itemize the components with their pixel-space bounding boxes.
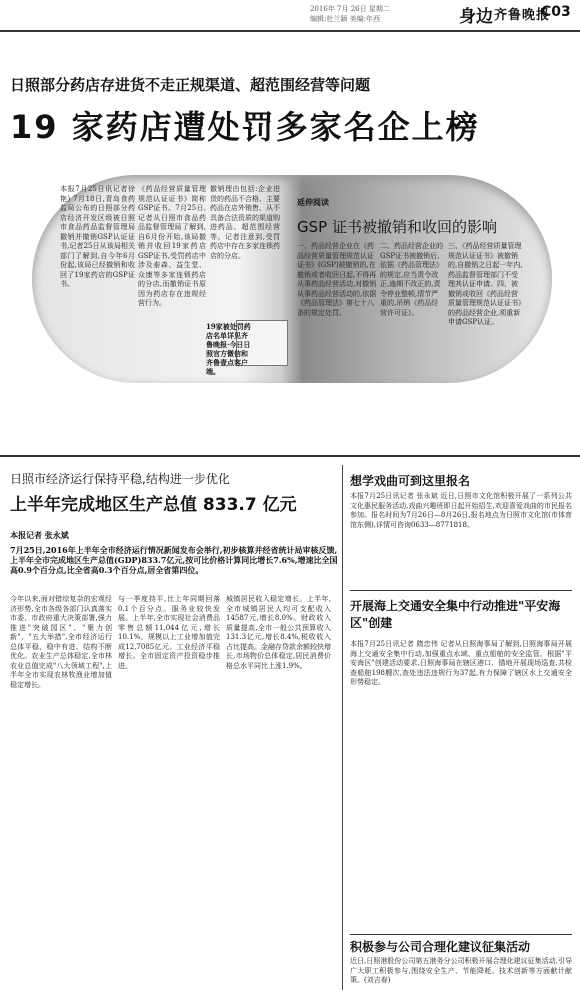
gdp-column-2: 与一季度持平,比上年同期回落0.1个百分点。服务业较快发展。上半年,全市实现社会消费品零售总额11,044亿元,增长10.1%。规模以上工业增加值完成12,7085亿元。工业经济平稳增长。全市固定资产投资稳步推进。 [118, 595, 220, 670]
gdp-column-1: 今年以来,面对错综复杂的宏观经济形势,全市各级各部门认真落实市委、市政府重大决策部署,强力推进"突破园区"、"聚力创新"、"五大举措",全市经济运行总体平稳、稳中有进、结构不断优化。农业生产总体稳定,全市林农业总值完成"八大领域工程",上半年全市实现农林牧渔业增加值稳定增长。 [10, 595, 112, 689]
issue-date: 2016年 7月 26日 星期二 [310, 5, 390, 13]
gdp-kicker: 日照市经济运行保持平稳,结构进一步优化 [10, 472, 230, 486]
lead-kicker: 日照部分药店存进货不走正规渠道、超范围经营等问题 [10, 76, 371, 94]
maritime-body: 本报7月25日讯记者 隋忠伟 记者从日照海事局了解到,日照海事局开展海上交通安全集中行动,加强重点水域、重点船舶的安全监管。根据"平安海区"创建活动要求,日照海事局在辖区港口、锚地开展现场巡查,共检查船舶198艘次,查处违法违规行为37起,有力保障了辖区水上交通安全形势稳定。 [350, 640, 572, 686]
header-rule [0, 30, 580, 32]
sidebar-column-1: 一、药品经营企业在《药品经营质量管理规范认证证书》(GSP)被撤销的,在撤销或者收回日起,不得再从事药品经营活动,对撤销从事药品经营活动的,依据《药品管理法》第七十八条的规定处罚。 [297, 242, 377, 317]
section-divider [0, 455, 580, 457]
gdp-title: 上半年完成地区生产总值 833.7 亿元 [10, 495, 297, 515]
opera-body: 本报7月25日讯记者 张永斌 近日,日照市文化馆积极开展了一系列公共文化惠民服务活动,戏曲兴趣班即日起开始招生,欢迎喜爱戏曲的市民报名参加。报名时间为7月26日—8月26日,报名地点为日照市文化馆(市体育馆东侧),详情可咨询0633—8771818。 [350, 492, 572, 529]
lead-column-3: 撤销理由包括:企业进货的药品不合格、主要药品在店外销售、从不具备合法资质的渠道购进药品、超范围经营等。记者注意到,受罚药店中存在多家连锁药店的分店。 [210, 185, 280, 260]
lead-column-1: 本报7月25日讯记者徐艳) 7月18日,青岛食药监局公布的日照部分药店经济开发区级被日照市食品药品监督管理局撤销并撤销GSP认证证书,记者25日从该局相关部门了解到,自今年6月份起,该局已经撤销和收回了19家药店的GSP证书。 [60, 185, 135, 288]
right-divider-2 [350, 934, 572, 935]
suggestion-body: 近日,日照港股份公司第五港务分公司积极开展合理化建议征集活动,引导广大职工积极参与,围绕安全生产、节能降耗、技术创新等方面献计献策。(刘吉春) [350, 957, 572, 984]
gdp-byline: 本报记者 张永斌 [10, 530, 69, 540]
issue-editors: 编辑:杜兰颖 美编:年西 [310, 15, 380, 23]
column-divider [342, 465, 343, 990]
lead-column-2: 《药品经营质量管理规范认证证书》简称GSP证书。7月25日,记者从日照市食品药品监督管理局了解到,自6月份开始,该局撤销并收回19家药店GSP证书,受罚药店中涉及泰森、益生堂、众康等多家连锁药店的分店,而撤销证书原因为药店存在违规经营行为。 [138, 185, 206, 307]
sidebar-tag: 延伸阅读 [297, 197, 329, 207]
page-number: C03 [541, 4, 571, 20]
suggestion-title: 积极参与公司合理化建议征集活动 [350, 940, 531, 954]
sidebar-title: GSP 证书被撤销和收回的影响 [297, 218, 497, 236]
lead-caption: 19家被处罚药店名单详见齐鲁晚报·今日日照官方微信和齐鲁壹点客户端。 [206, 322, 251, 376]
right-divider-1 [350, 590, 572, 591]
opera-title: 想学戏曲可到这里报名 [350, 474, 471, 488]
lead-headline: 19 家药店遭处罚多家名企上榜 [10, 108, 480, 146]
section-title: 身边 [459, 7, 493, 27]
sidebar-column-3: 三、《药品经营质量管理规范认证证书》被撤销的,自撤销之日起一年内,药品监督管理部门不受理其认证申请。四、被撤销或收回《药品经营质量管理规范认证证书》的药品经营企业,须重新申请GSP认证。 [448, 242, 523, 326]
newspaper-logo: 齐鲁晚报 [494, 8, 551, 23]
sidebar-column-2: 二、药品经营企业的GSP证书被撤销后,依据《药品管理法》的规定,应当责令改正,逾期不改正的,责令停业整顿,情节严重的,吊销《药品经营许可证》。 [380, 242, 443, 317]
maritime-title: 开展海上交通安全集中行动推进"平安海区"创建 [350, 599, 561, 630]
gdp-lead: 7月25日,2016年上半年全市经济运行情况新闻发布会举行,初步核算并经省统计局审核反馈,上半年全市完成地区生产总值(GDP)833.7亿元,按可比价格计算同比增长7.6%,增速比全国高0.9个百分点,比全省高0.3个百分点,居全省第四位。 [10, 545, 338, 575]
gdp-column-3: 城镇居民收入稳定增长。上半年,全市城镇居民人均可支配收入14587元,增长8.0%。财政收入质量提高,全市一般公共预算收入131.3亿元,增长8.4%,税收收入占比提高。金融存贷款余额较快增长,市场物价总体稳定,居民消费价格总水平同比上涨1.9%。 [226, 595, 331, 670]
